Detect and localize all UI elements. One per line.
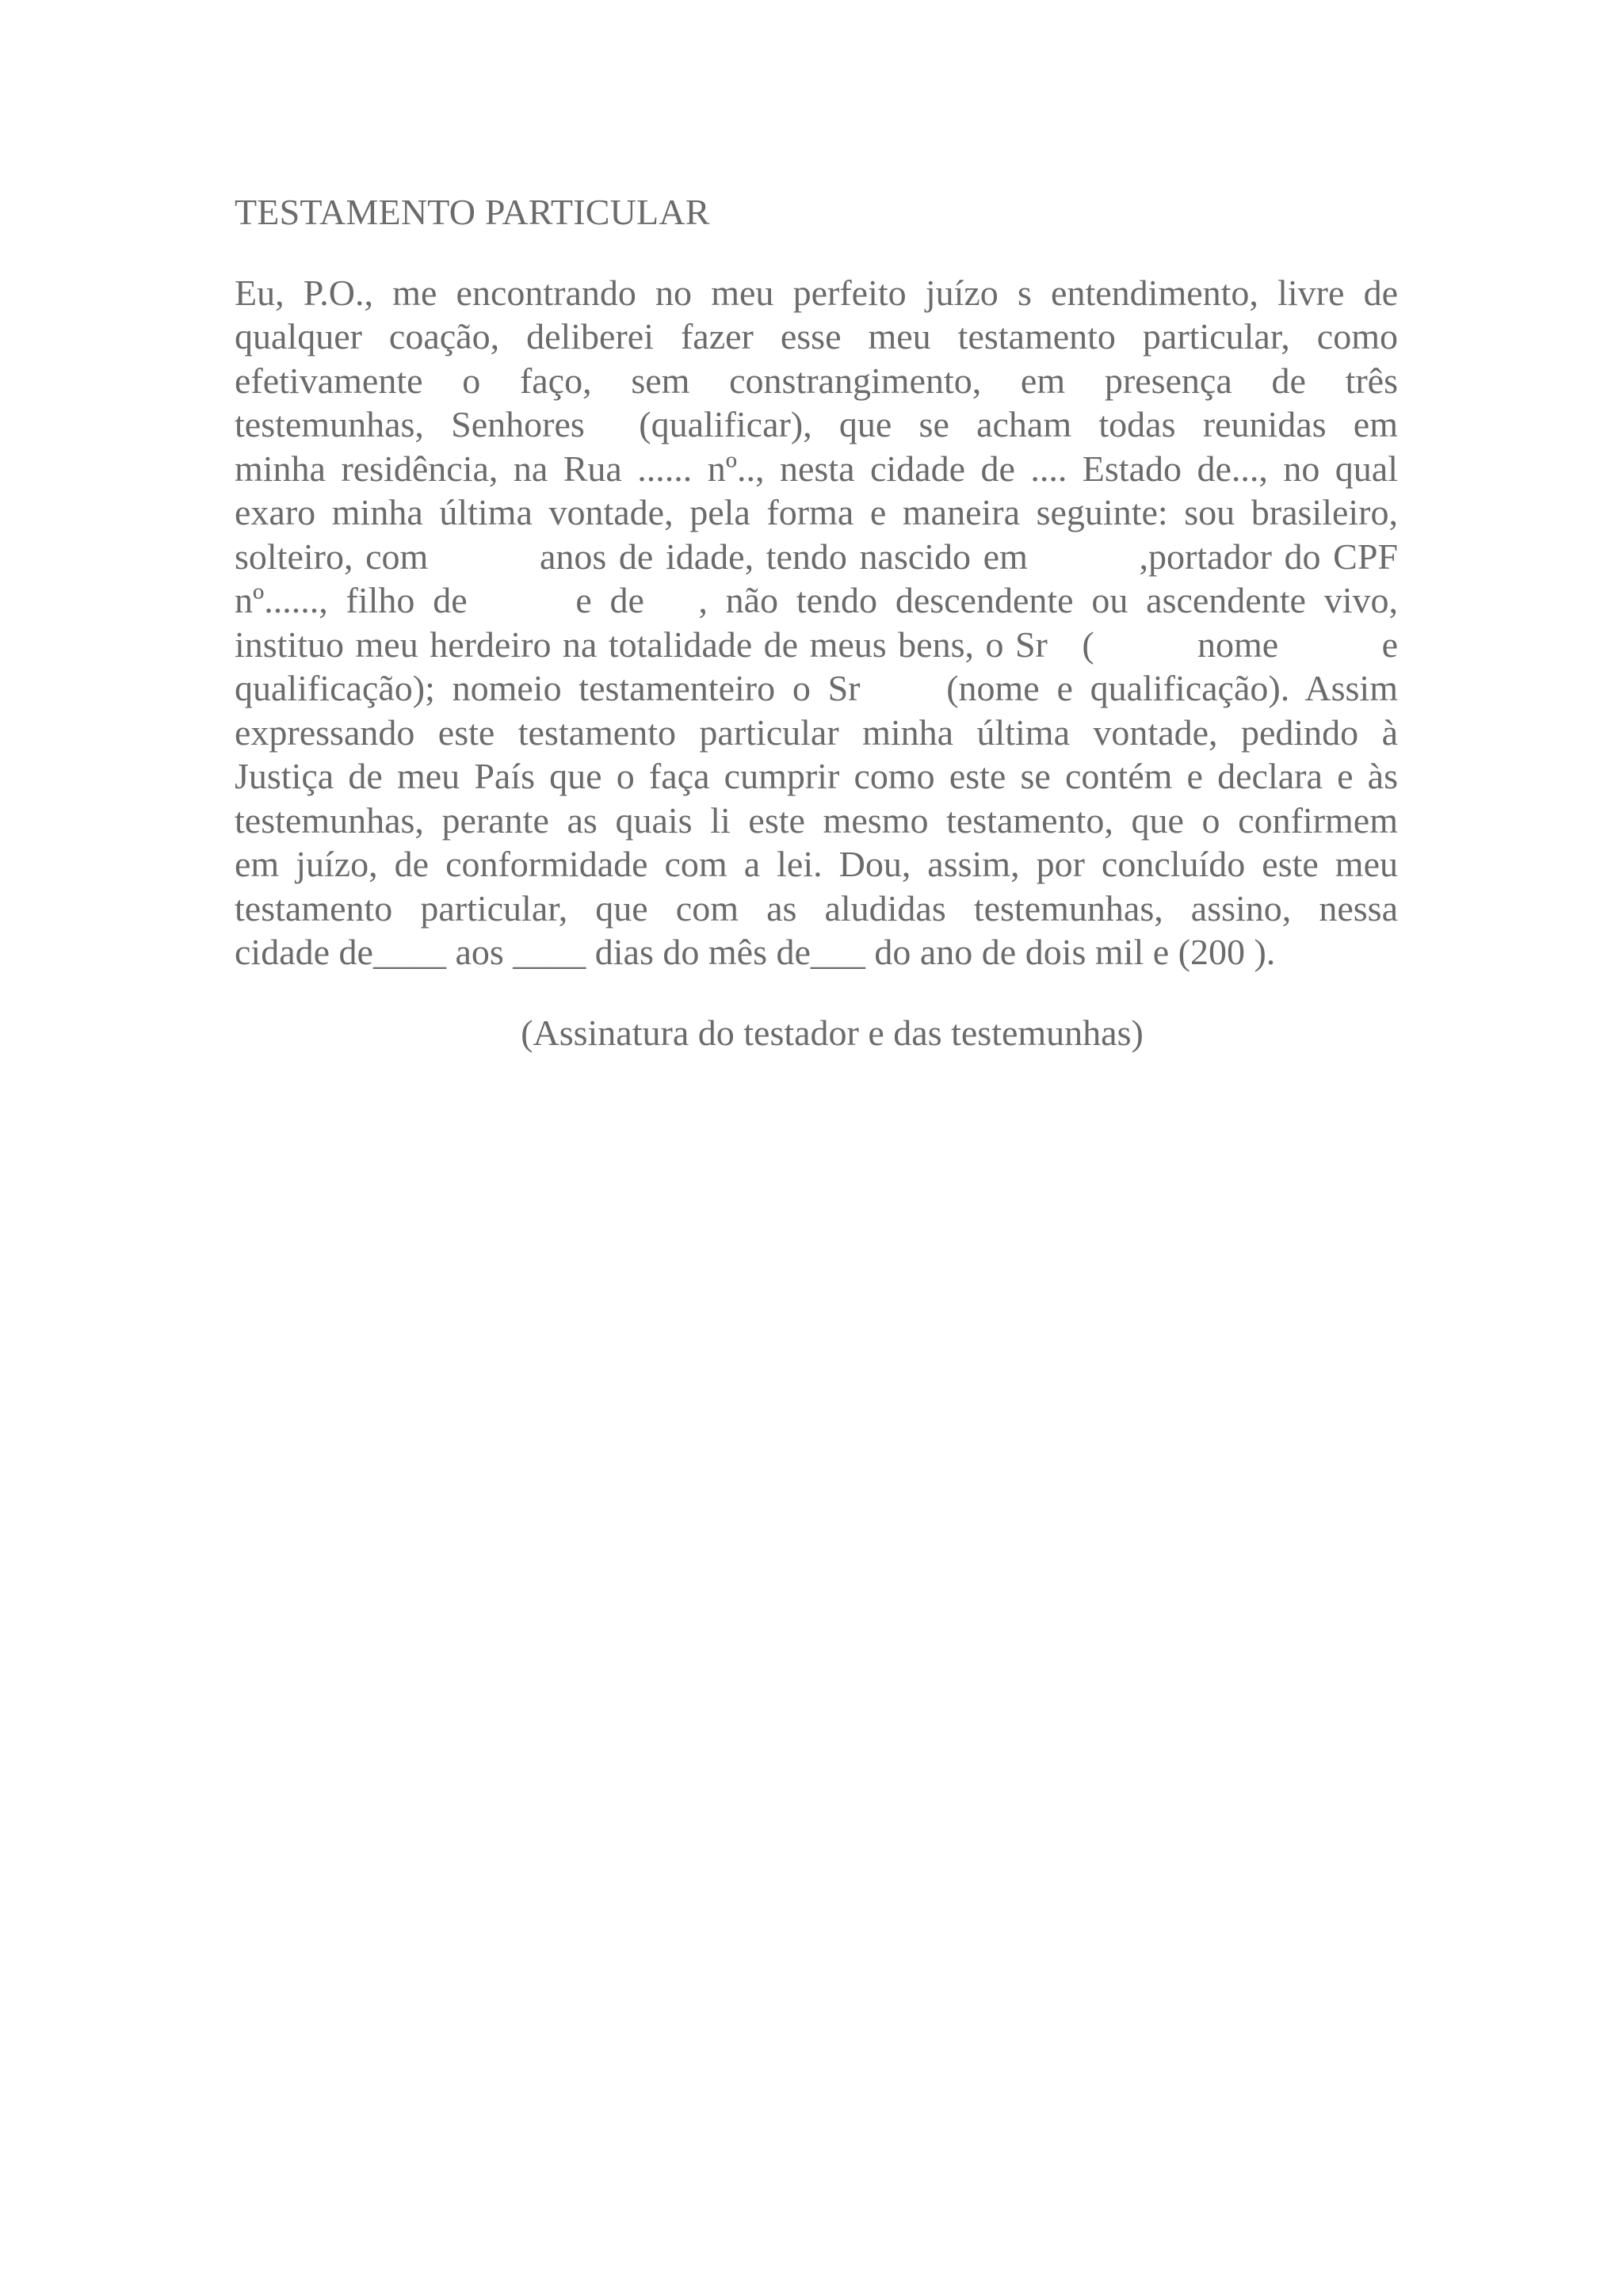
body-line: expressando este testamento particular minha última vontade, pedindo à: [235, 711, 1398, 753]
body-line: solteiro, com anos de idade, tendo nascido em ,portador do CPF: [235, 536, 1398, 577]
body-line: testemunhas, Senhores (qualificar), que se acham todas reunidas em: [235, 404, 1398, 444]
document-body: [235, 271, 1398, 974]
body-line: qualquer coação, deliberei fazer esse meu testamento particular, como: [235, 316, 1398, 357]
body-line: cidade de____ aos ____ dias do mês de___ do ano de dois mil e (200 ).: [235, 932, 1276, 972]
document-title: TESTAMENTO PARTICULAR: [235, 192, 710, 232]
body-line: nº......, filho de e de , não tendo descendente ou ascendente vivo,: [235, 580, 1398, 620]
document-content: [235, 190, 1398, 1055]
body-line: testemunhas, perante as quais li este mesmo testamento, que o confirmem: [235, 799, 1398, 841]
body-line: Eu, P.O., me encontrando no meu perfeito juízo s entendimento, livre de: [235, 272, 1398, 313]
body-line: exaro minha última vontade, pela forma e maneira seguinte: sou brasileiro,: [235, 492, 1398, 532]
body-line: instituo meu herdeiro na totalidade de meus bens, o Sr ( nome e: [235, 624, 1398, 665]
body-line: qualificação); nomeio testamenteiro o Sr (nome e qualificação). Assim: [235, 668, 1398, 708]
signature-line: (Assinatura do testador e das testemunhas): [521, 1012, 1144, 1053]
body-line: efetivamente o faço, sem constrangimento, em presença de três: [235, 360, 1398, 401]
body-line: testamento particular, que com as aludidas testemunhas, assino, nessa: [235, 887, 1398, 929]
body-line: minha residência, na Rua ...... nº.., nesta cidade de .... Estado de..., no qual: [235, 448, 1398, 489]
body-line: em juízo, de conformidade com a lei. Dou, assim, por concluído este meu: [235, 844, 1398, 884]
body-line: Justiça de meu País que o faça cumprir como este se contém e declara e às: [235, 756, 1398, 796]
